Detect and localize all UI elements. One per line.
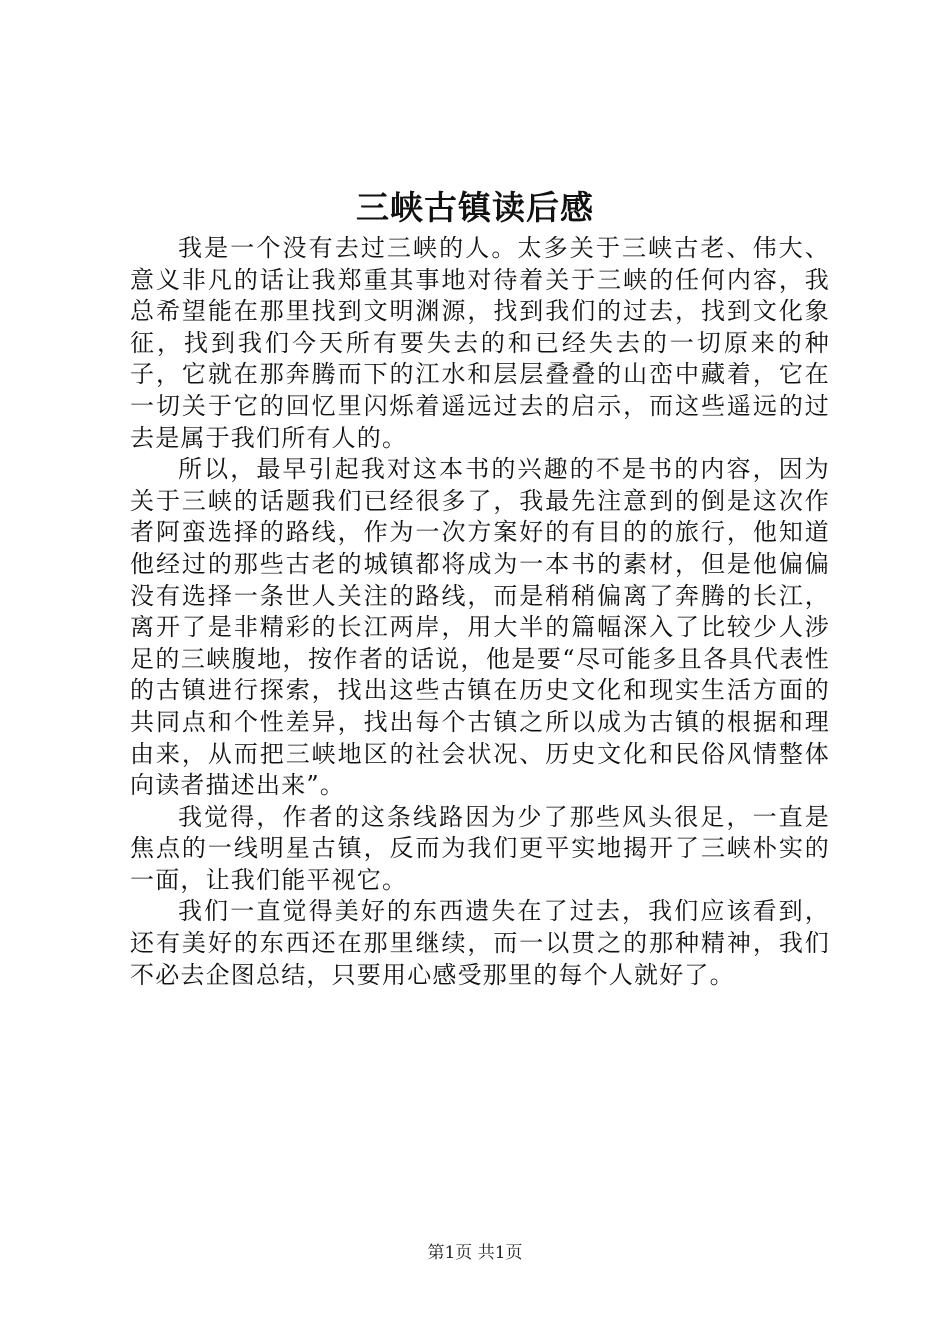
paragraph-3: 我觉得，作者的这条线路因为少了那些风头很足，一直是焦点的一线明星古镇，反而为我们更平实地揭开了三峡朴实的一面，让我们能平视它。 xyxy=(130,802,830,894)
document-body xyxy=(130,233,830,991)
paragraph-2: 所以，最早引起我对这本书的兴趣的不是书的内容，因为关于三峡的话题我们已经很多了，我最先注意到的倒是这次作者阿蛮选择的路线，作为一次方案好的有目的的旅行，他知道他经过的那些古老的城镇都将成为一本书的素材，但是他偏偏没有选择一条世人关注的路线，而是稍稍偏离了奔腾的长江，离开了是非精彩的长江两岸，用大半的篇幅深入了比较少人涉足的三峡腹地，按作者的话说，他是要“尽可能多且各具代表性的古镇进行探索，找出这些古镇在历史文化和现实生活方面的共同点和个性差异，找出每个古镇之所以成为古镇的根据和理由来，从而把三峡地区的社会状况、历史文化和民俗风情整体向读者描述出来”。 xyxy=(130,455,830,800)
page-footer: 第1页 共1页 xyxy=(427,1243,523,1263)
page-title: 三峡古镇读后感 xyxy=(356,188,594,227)
paragraph-4: 我们一直觉得美好的东西遗失在了过去，我们应该看到，还有美好的东西还在那里继续，而一以贯之的那种精神，我们不必去企图总结，只要用心感受那里的每个人就好了。 xyxy=(130,897,830,989)
paragraph-1: 我是一个没有去过三峡的人。太多关于三峡古老、伟大、意义非凡的话让我郑重其事地对待着关于三峡的任何内容，我总希望能在那里找到文明渊源，找到我们的过去，找到文化象征，找到我们今天所有要失去的和已经失去的一切原来的种子，它就在那奔腾而下的江水和层层叠叠的山峦中藏着，它在一切关于它的回忆里闪烁着遥远过去的启示，而这些遥远的过去是属于我们所有人的。 xyxy=(130,234,830,452)
